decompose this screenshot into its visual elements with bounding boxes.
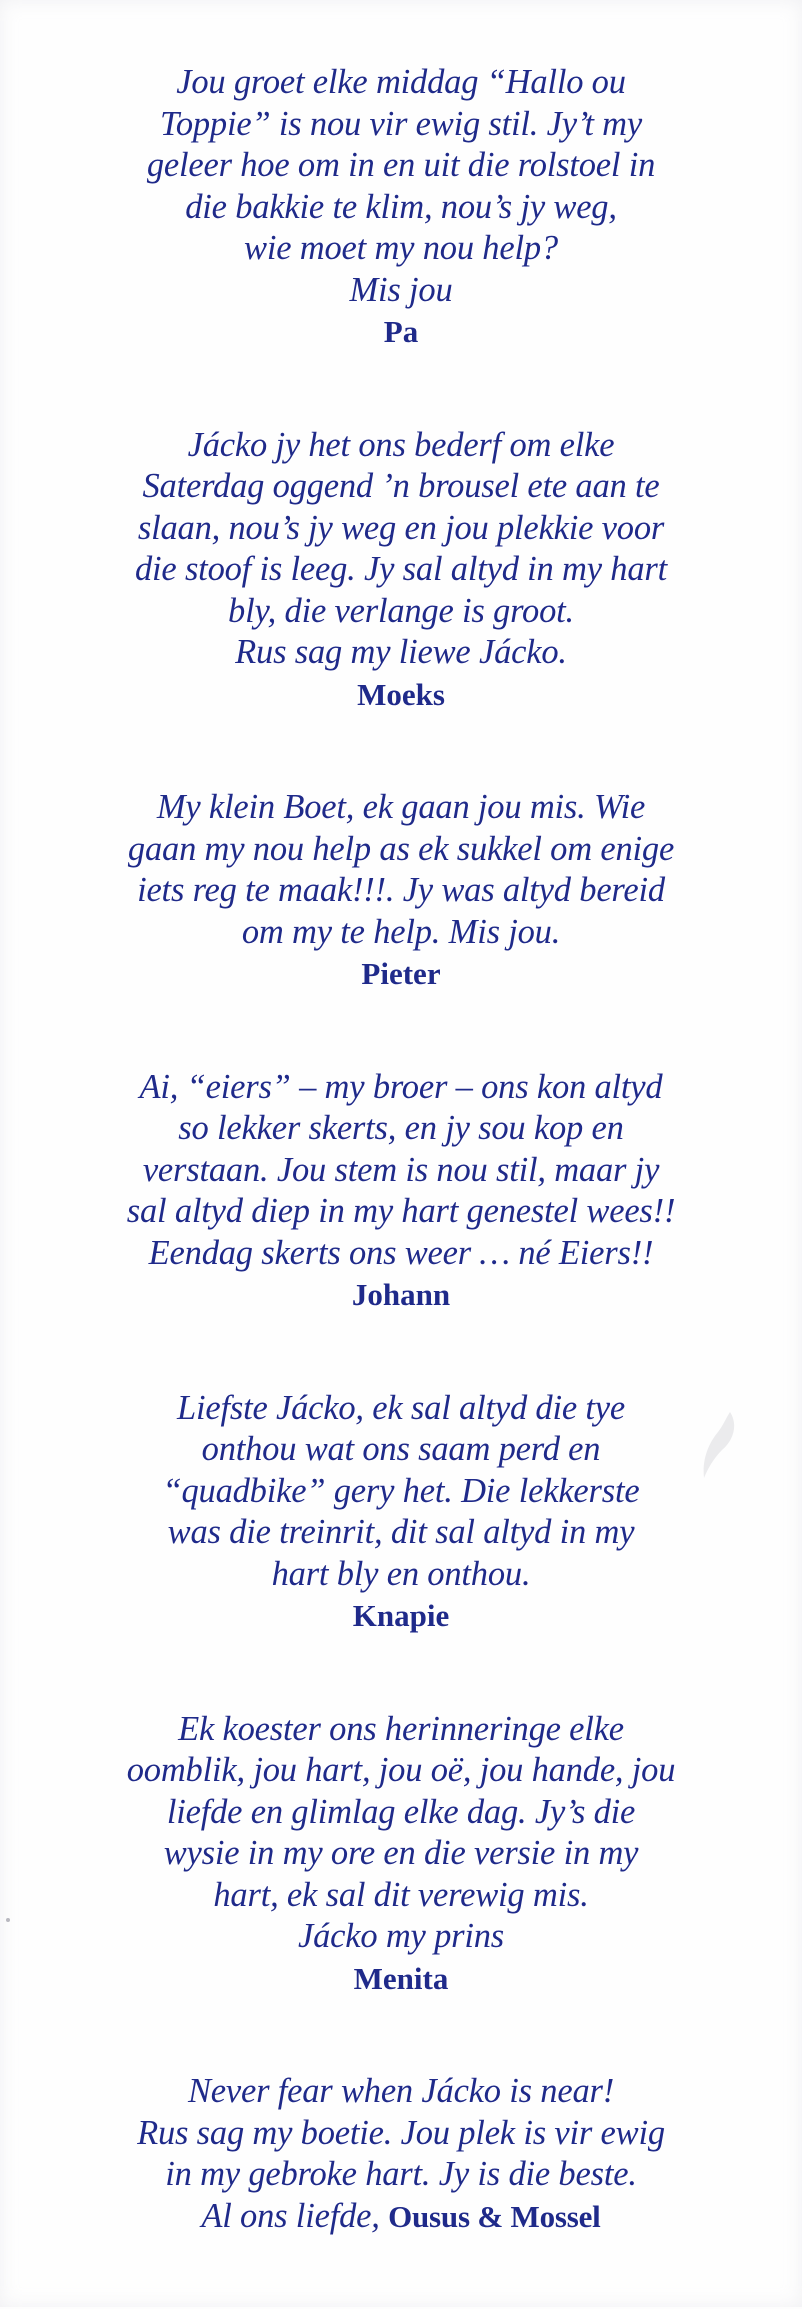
tribute-line: die bakkie te klim, nou’s jy weg, <box>185 187 617 226</box>
tribute-line: wie moet my nou help? <box>244 229 558 267</box>
tribute-signature: Johann <box>351 1277 451 1312</box>
tribute-line: Never fear when Jácko is near! <box>187 2072 615 2110</box>
tribute-line: Saterdag oggend ’n brousel ete aan te <box>142 467 660 505</box>
tribute-line: Rus sag my boetie. Jou plek is vir ewig <box>137 2113 665 2152</box>
tribute-line: “quadbike” gery het. Die lekkerste <box>162 1471 640 1510</box>
tribute-line: Jácko my prins <box>297 1917 505 1955</box>
tribute-menita <box>20 1709 782 2000</box>
tribute-line: wysie in my ore en die versie in my <box>163 1834 639 1872</box>
tribute-signature: Moeks <box>357 676 445 712</box>
tribute-line: hart bly en onthou. <box>271 1554 531 1593</box>
tribute-line: Liefste Jácko, ek sal altyd die tye <box>176 1388 626 1427</box>
tribute-closing <box>20 2196 782 2238</box>
tribute-line: iets reg te maak!!!. Jy was altyd bereid <box>137 871 665 909</box>
tribute-line: in my gebroke hart. Jy is die beste. <box>165 2155 637 2193</box>
tribute-line: Jácko jy het ons bederf om elke <box>187 425 615 464</box>
tribute-signature: Ousus & Mossel <box>388 2198 601 2234</box>
tribute-line: My klein Boet, ek gaan jou mis. Wie <box>156 788 646 826</box>
tribute-line: Ek koester ons herinneringe elke <box>178 1709 624 1748</box>
tribute-line: Ai, “eiers” – my broer – ons kon altyd <box>139 1067 663 1106</box>
tribute-knapie <box>20 1388 782 1637</box>
tribute-line: was die treinrit, dit sal altyd in my <box>167 1513 635 1551</box>
paper-speck <box>6 1918 10 1922</box>
tribute-signature: Pieter <box>361 956 441 991</box>
tribute-line: bly, die verlange is groot. <box>228 591 574 630</box>
tribute-line: Eendag skerts ons weer … né Eiers!! <box>148 1233 654 1272</box>
tribute-line: Jou groet elke middag “Hallo ou <box>176 63 626 101</box>
tribute-signature: Menita <box>353 1960 449 1996</box>
tribute-line: Rus sag my liewe Jácko. <box>235 633 567 671</box>
tribute-johann <box>20 1067 782 1316</box>
tribute-line: verstaan. Jou stem is nou stil, maar jy <box>142 1150 660 1189</box>
tribute-ousus-mossel <box>20 2071 782 2237</box>
tribute-pa <box>20 62 782 353</box>
tribute-line: liefde en glimlag elke dag. Jy’s die <box>166 1792 636 1831</box>
tribute-line: slaan, nou’s jy weg en jou plekkie voor <box>137 508 665 547</box>
tribute-line: om my te help. Mis jou. <box>241 912 561 951</box>
tribute-line: hart, ek sal dit verewig mis. <box>213 1875 589 1914</box>
closing-prefix: Al ons liefde, <box>201 2196 389 2235</box>
tribute-line: so lekker skerts, en jy sou kop en <box>178 1109 624 1147</box>
tribute-signature: Pa <box>383 314 419 349</box>
tribute-moeks <box>20 425 782 716</box>
tribute-line: sal altyd diep in my hart genestel wees!! <box>126 1192 676 1230</box>
tribute-signature: Knapie <box>352 1598 450 1633</box>
tribute-line: die stoof is leeg. Jy sal altyd in my hart <box>134 550 667 588</box>
tribute-line: onthou wat ons saam perd en <box>201 1430 601 1468</box>
tribute-line: geleer hoe om in en uit die rolstoel in <box>146 146 656 184</box>
tribute-line: Toppie” is nou vir ewig stil. Jy’t my <box>160 104 642 143</box>
tribute-pieter <box>20 787 782 995</box>
tribute-list <box>20 62 782 2309</box>
tribute-line: gaan my nou help as ek sukkel om enige <box>127 829 675 868</box>
tribute-line: oomblik, jou hart, jou oë, jou hande, jou <box>126 1751 676 1789</box>
tribute-line: Mis jou <box>349 270 453 309</box>
